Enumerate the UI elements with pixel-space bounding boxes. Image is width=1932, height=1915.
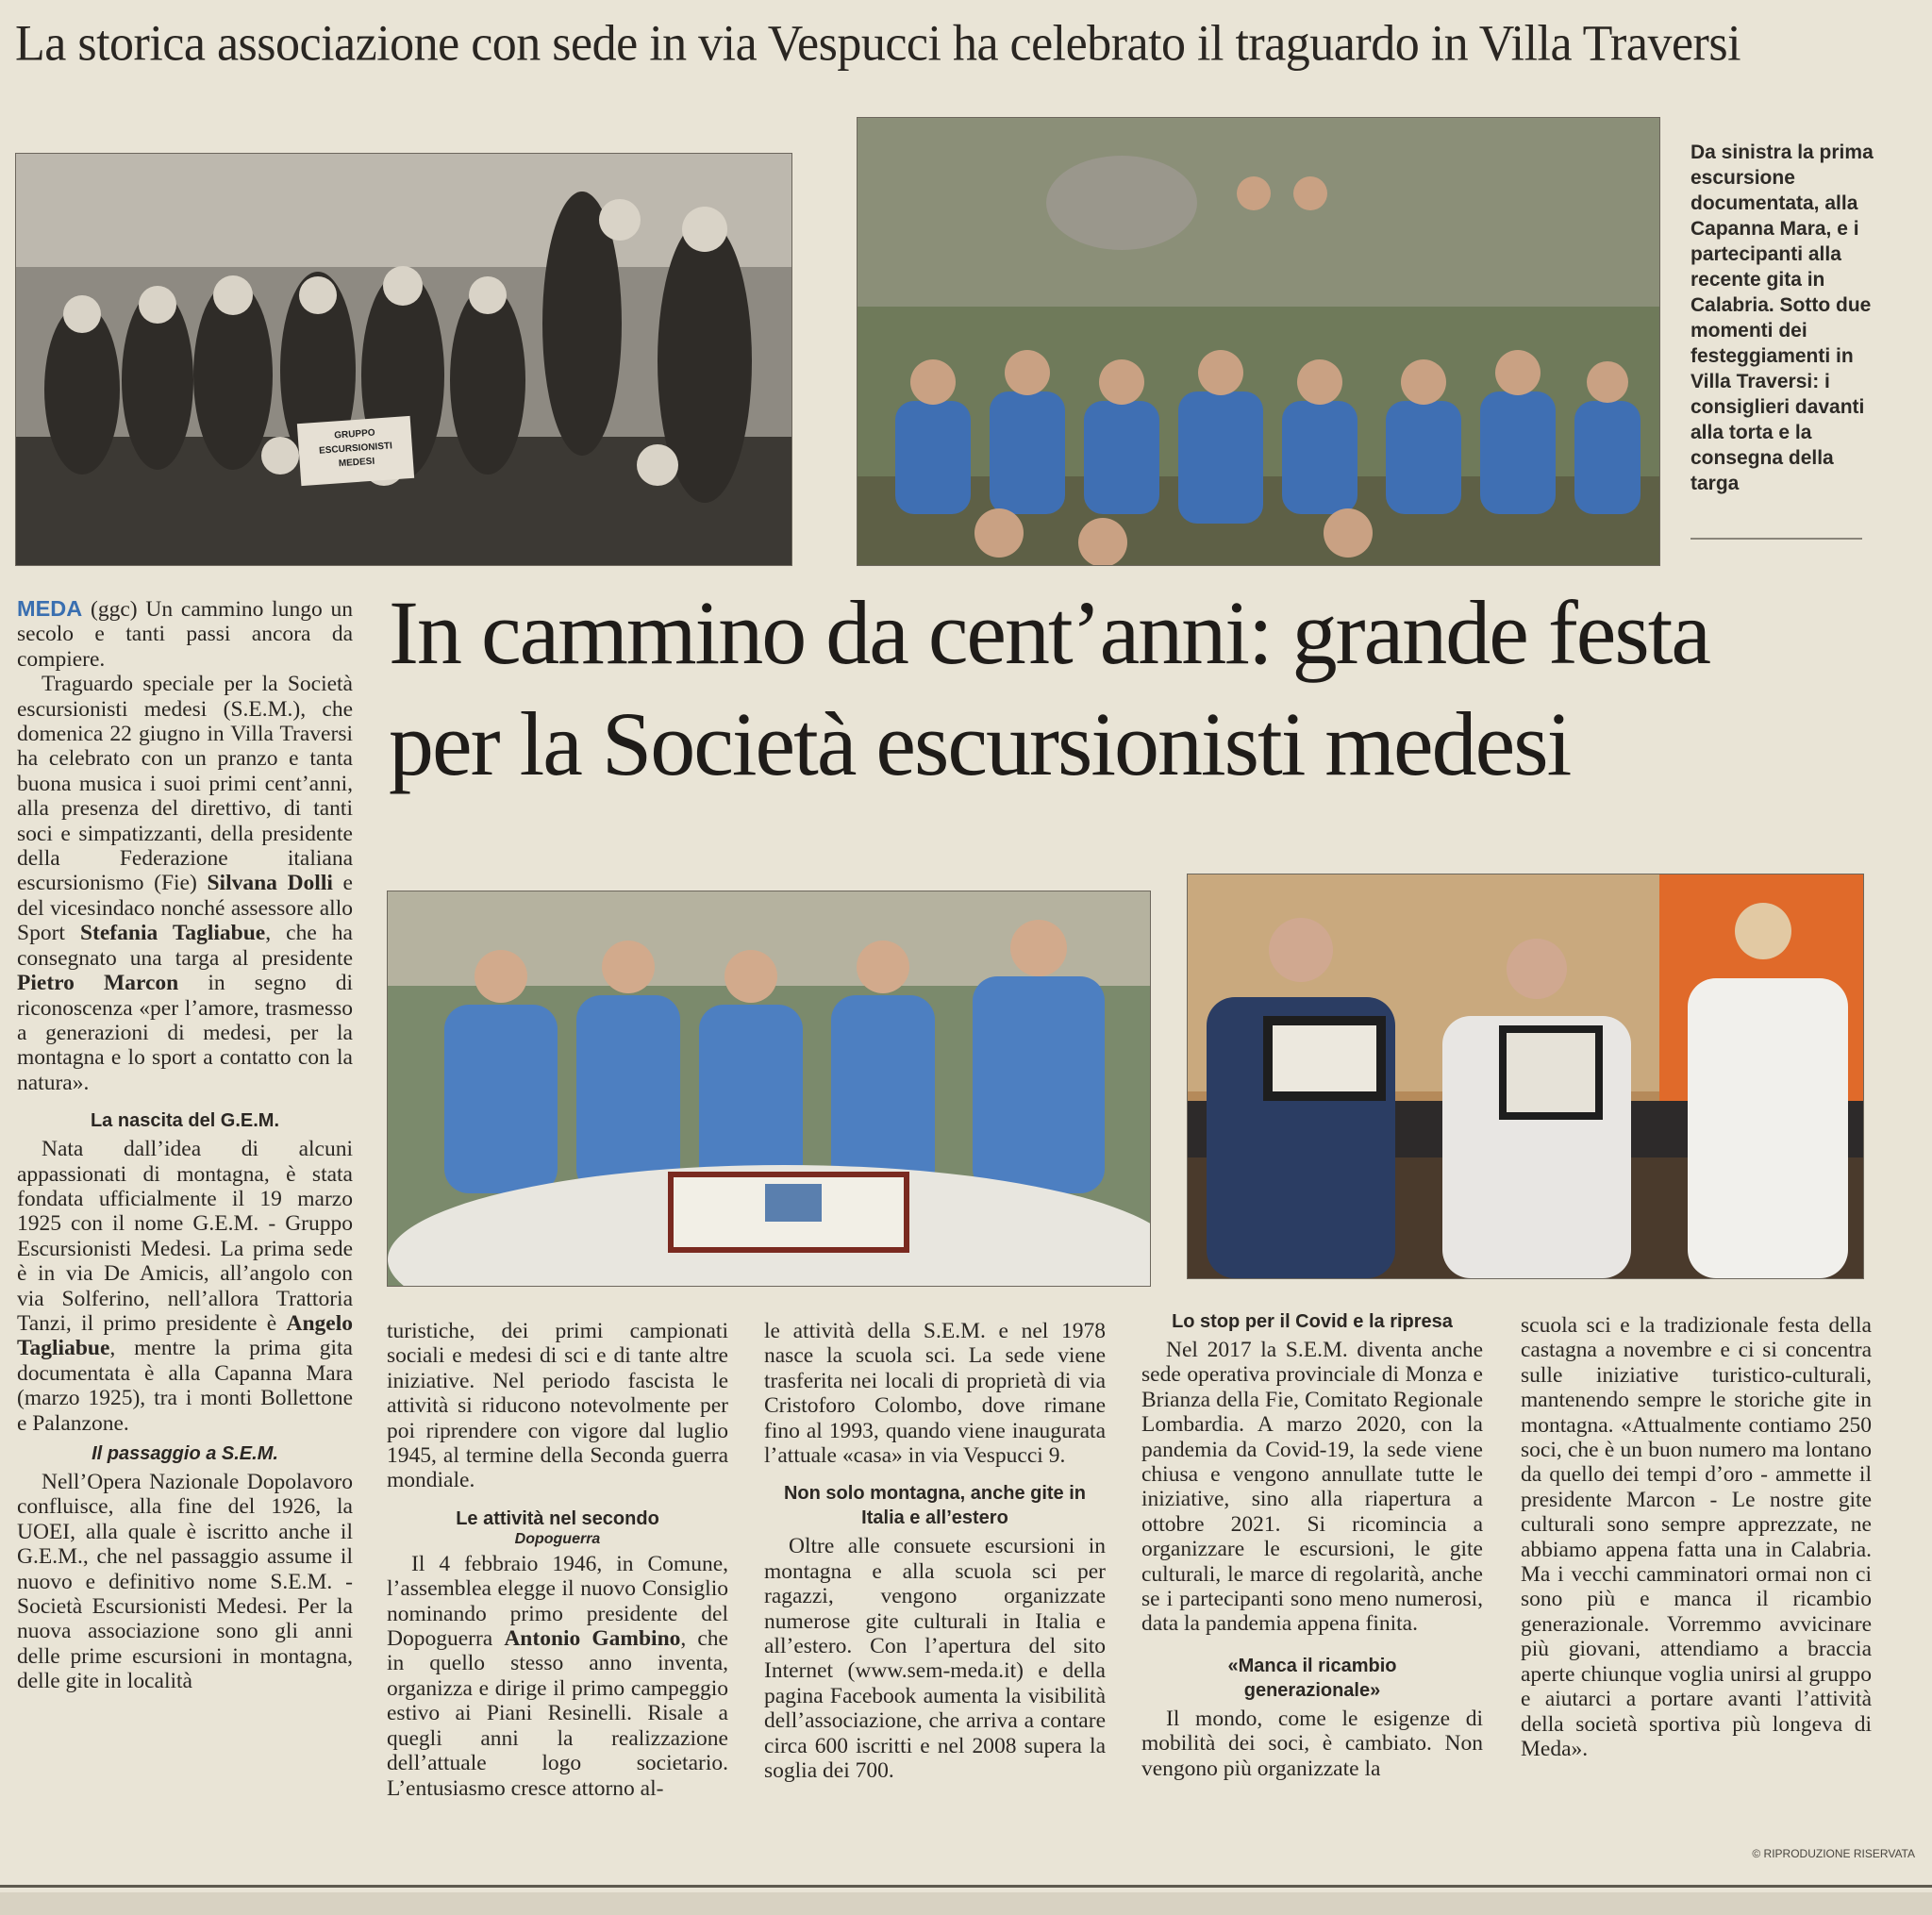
headline-line-2: per la Società escursionisti medesi — [389, 693, 1571, 794]
person-name: Angelo Tagliabue — [17, 1310, 353, 1361]
paragraph: Nel 2017 la S.E.M. diventa anche sede operativa provinciale di Monza e Brianza della Fie, Comitato Regionale Lombardia. A marzo 2020, con la pandemia da Covid-19, la sede viene chiusa e vengono annullate tutte le iniziative, sino alla riapertura a ottobre 2021. Si ricomincia a organizzare le escursioni, le gite culturali, le marce di regolarità, anche se i partecipanti sono meno numerosi, data la pandemia appena finita. — [1141, 1338, 1483, 1637]
article-column-2 — [387, 1319, 728, 1801]
paragraph — [17, 672, 353, 1095]
article-column-3 — [764, 1319, 1106, 1784]
subheading: La nascita del G.E.M. — [90, 1110, 280, 1132]
text-run: e del vicesindaco nonché assessore allo Sport — [17, 871, 353, 946]
lead-paragraph — [17, 596, 353, 672]
subheading: Il passaggio a S.E.M. — [92, 1443, 278, 1464]
sign-line-1: GRUPPO — [333, 427, 375, 441]
subheading-line-1: Le attività nel secondo — [456, 1507, 659, 1529]
subheading: Non solo montagna, anche gite in Italia e all’estero — [783, 1483, 1087, 1529]
subheading-line-2: Dopoguerra — [514, 1530, 601, 1547]
headline — [389, 577, 1898, 800]
paragraph: turistiche, dei primi campionati sociali e medesi di sci e di tante altre iniziative. Nel periodo fascista le attività si riducono notevolmente per poi riprendere con vigore dal luglio 1945, al termine della Seconda guerra mondiale. — [387, 1319, 728, 1493]
sign-line-2: ESCURSIONISTI — [318, 441, 393, 457]
photo-cake — [387, 891, 1151, 1287]
paragraph: Nell’Opera Nazionale Dopolavoro confluisce, alla fine del 1926, la UOEI, alla quale è iscritto anche il G.E.M., che nel passaggio assume il nuovo e definitivo nome S.E.M. - Società Escursionisti Medesi. Per la nuova associazione sono gli anni delle prime escursioni in montagna, delle gite in località — [17, 1470, 353, 1694]
photo-calabria-group — [857, 117, 1660, 566]
paragraph: Il mondo, come le esigenze di mobilità dei soci, è cambiato. Non vengono più organizzate la — [1141, 1706, 1483, 1781]
bottom-strip — [0, 1892, 1932, 1915]
historic-sign — [300, 424, 412, 474]
bottom-rule — [0, 1885, 1932, 1888]
person-name: Stefania Tagliabue — [79, 921, 266, 946]
text-run: Il 4 febbraio 1946, in Comune, l’assemblea elegge il nuovo Consiglio nominando primo presidente del Dopoguerra — [387, 1551, 728, 1652]
photo-caption: Da sinistra la prima escursione documentata, alla Capanna Mara, e i partecipanti alla recente gita in Calabria. Sotto due momenti dei festeggiamenti in Villa Traversi: i consiglieri davanti alla torta e la consegna della targa — [1690, 142, 1874, 494]
text-run: , che in quello stesso anno inventa, organizza e dirige il primo campeggio estivo ai Piani Resinelli. Risale a quegli anni la realizzazione dell’attuale logo societario. L’entusiasmo cresce attorno al- — [387, 1626, 728, 1801]
article-column-4 — [1141, 1309, 1483, 1781]
paragraph: le attività della S.E.M. e nel 1978 nasce la scuola sci. La sede viene trasferita nei locali di proprietà di via Cristoforo Colombo, dove rimane fino al 1993, quando viene inaugurata l’attuale «casa» in via Vespucci 9. — [764, 1319, 1106, 1469]
photo-historic-group — [15, 153, 792, 566]
lead-text: (ggc) Un cammino lungo un secolo e tanti passi ancora da compiere. — [17, 597, 353, 672]
subheading: Lo stop per il Covid e la ripresa — [1172, 1311, 1453, 1332]
copyright-notice: © RIPRODUZIONE RISERVATA — [1752, 1847, 1915, 1860]
person-name: Silvana Dolli — [207, 871, 333, 896]
paragraph — [17, 1137, 353, 1436]
text-run: , mentre la prima gita documentata è alla Capanna Mara (marzo 1925), tra i monti Bollettone e Palanzone. — [17, 1336, 353, 1436]
text-run: in segno di riconoscenza «per l’amore, trasmesso a generazioni di medesi, per la montagna e lo sport a contatto con la natura». — [17, 971, 353, 1095]
kicker: La storica associazione con sede in via Vespucci ha celebrato il traguardo in Villa Traversi — [15, 15, 1741, 73]
paragraph — [387, 1552, 728, 1801]
person-name: Pietro Marcon — [17, 971, 179, 996]
paragraph: Oltre alle consuete escursioni in montagna e alla scuola sci per ragazzi, vengono organizzate numerose gite culturali in Italia e all’estero. Con l’apertura del sito Internet (www.sem-meda.it) e della pagina Facebook aumenta la visibilità dell’associazione, che arriva a contare circa 600 iscritti e nel 2008 supera la soglia dei 700. — [764, 1534, 1106, 1784]
dateline: MEDA — [17, 596, 83, 621]
person-name: Antonio Gambino — [504, 1626, 681, 1652]
headline-line-1: In cammino da cent’anni: grande festa — [389, 582, 1710, 683]
article-column-1 — [17, 596, 353, 1694]
text-run: , che ha consegnato una targa al presidente — [17, 921, 353, 971]
subheading: «Manca il ricambio generazionale» — [1227, 1655, 1397, 1701]
subheading — [387, 1507, 728, 1548]
sign-line-3: MEDESI — [338, 456, 375, 470]
photo-plaque — [1187, 874, 1864, 1279]
article-column-5 — [1521, 1313, 1872, 1761]
paragraph: scuola sci e la tradizionale festa della castagna a novembre e ci si concentra sulle iniziative turistico-culturali, mantenendo sempre le storiche gite in montagna. «Attualmente contiamo 250 soci, che è un buon numero ma lontano da quello dei tempi d’oro - ammette il presidente Marcon - Le nostre gite culturali sono sempre apprezzate, ne abbiamo appena fatta una in Calabria. Ma i vecchi camminatori ormai non ci sono più e manca il ricambio generazionale. Vorremmo avvicinare più giovani, attendiamo a braccia aperte chiunque voglia unirsi al gruppo e aiutarci a portare avanti l’attività della società sportiva più longeva di Meda». — [1521, 1313, 1872, 1761]
text-run: Nata dall’idea di alcuni appassionati di montagna, è stata fondata ufficialmente il 19 marzo 1925 con il nome G.E.M. - Gruppo Escursionisti Medesi. La prima sede è in via De Amicis, all’angolo con via Solferino, nell’allora Trattoria Tanzi, il primo presidente è — [17, 1137, 353, 1336]
caption-rule — [1690, 538, 1862, 540]
text-run: Traguardo speciale per la Società escursionisti medesi (S.E.M.), che domenica 22 giugno in Villa Traversi ha celebrato con un pranzo e tanta buona musica i suoi primi cent’anni, alla presenza del direttivo, di tanti soci e simpatizzanti, della presidente della Federazione italiana escursionismo (Fie) — [17, 672, 353, 896]
